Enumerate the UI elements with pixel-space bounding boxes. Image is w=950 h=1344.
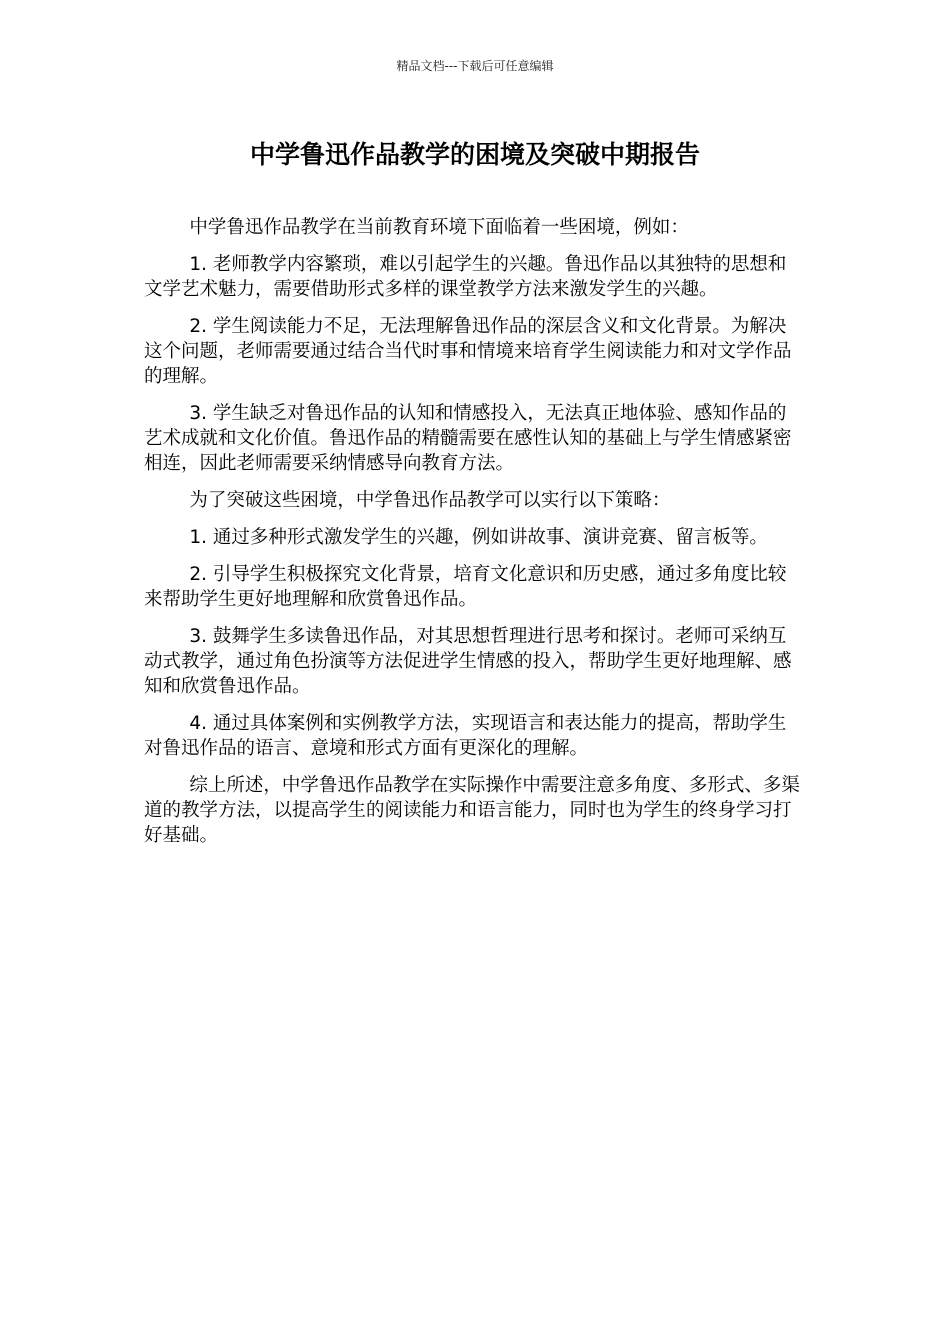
paragraph-strategy-4: 4. 通过具体案例和实例教学方法，实现语言和表达能力的提高，帮助学生对鲁迅作品的语言、意境和形式方面有更深化的理解。 (144, 713, 787, 759)
paragraph-intro: 中学鲁迅作品教学在当前教育环境下面临着一些困境，例如： (189, 217, 689, 238)
paragraph-strategy-3: 3. 鼓舞学生多读鲁迅作品，对其思想哲理进行思考和探讨。老师可采纳互动式教学，通过角色扮演等方法促进学生情感的投入，帮助学生更好地理解、感知和欣赏鲁迅作品。 (144, 626, 792, 697)
paragraph-difficulty-1: 1. 老师教学内容繁琐，难以引起学生的兴趣。鲁迅作品以其独特的思想和文学艺术魅力，需要借助形式多样的课堂教学方法来激发学生的兴趣。 (144, 254, 787, 300)
paragraph-strategy-2: 2. 引导学生积极探究文化背景，培育文化意识和历史感，通过多角度比较来帮助学生更好地理解和欣赏鲁迅作品。 (144, 564, 787, 610)
document-title: 中学鲁迅作品教学的困境及突破中期报告 (249, 140, 700, 169)
paragraph-strategy-intro: 为了突破这些困境，中学鲁迅作品教学可以实行以下策略： (189, 490, 671, 511)
header-note: 精品文档---下载后可任意编辑 (396, 59, 554, 73)
paragraph-difficulty-3: 3. 学生缺乏对鲁迅作品的认知和情感投入，无法真正地体验、感知作品的艺术成就和文化价值。鲁迅作品的精髓需要在感性认知的基础上与学生情感紧密相连，因此老师需要采纳情感导向教育方法。 (144, 403, 792, 474)
paragraph-conclusion: 综上所述，中学鲁迅作品教学在实际操作中需要注意多角度、多形式、多渠道的教学方法，以提高学生的阅读能力和语言能力，同时也为学生的终身学习打好基础。 (144, 775, 800, 846)
document-body (144, 215, 800, 860)
paragraph-strategy-1: 1. 通过多种形式激发学生的兴趣，例如讲故事、演讲竞赛、留言板等。 (189, 527, 768, 548)
paragraph-difficulty-2: 2. 学生阅读能力不足，无法理解鲁迅作品的深层含义和文化背景。为解决这个问题，老师需要通过结合当代时事和情境来培育学生阅读能力和对文学作品的理解。 (144, 316, 792, 387)
